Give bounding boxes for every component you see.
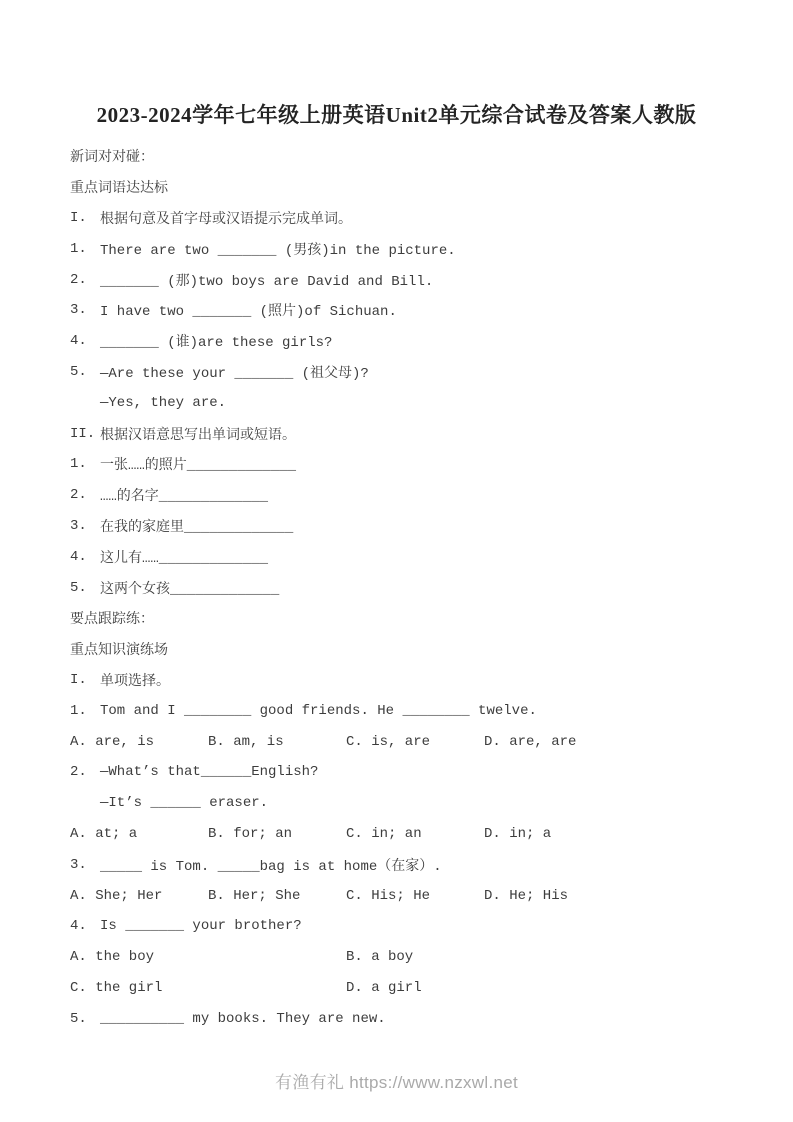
choice-option: D. He; His <box>484 887 569 904</box>
document-line <box>70 572 723 603</box>
item-number: 3. <box>70 856 87 873</box>
document-line <box>70 172 723 203</box>
line-text: —It’s ______ eraser. <box>100 795 269 812</box>
line-text: There are two _______ (男孩)in the picture. <box>100 242 456 259</box>
document-body <box>70 141 723 1034</box>
item-number: 2. <box>70 764 87 781</box>
choice-option: B. am, is <box>208 733 284 750</box>
item-number: 4. <box>70 918 87 935</box>
item-number: 2. <box>70 271 87 288</box>
line-text: —What’s that______English? <box>100 764 319 781</box>
line-text: 要点跟踪练： <box>70 612 154 629</box>
choice-option: D. a girl <box>346 979 422 996</box>
choice-option: A. at; a <box>70 825 138 842</box>
document-title: 2023-2024学年七年级上册英语Unit2单元综合试卷及答案人教版 <box>96 103 697 127</box>
line-text: 单项选择。 <box>100 673 170 690</box>
choice-option: C. in; an <box>346 825 422 842</box>
choice-option: A. the boy <box>70 949 155 966</box>
choice-option: B. for; an <box>208 825 293 842</box>
document-line <box>70 480 723 511</box>
choice-option: D. are, are <box>484 733 577 750</box>
line-text: 新词对对碰： <box>70 150 154 167</box>
line-text: 重点知识演练场 <box>70 643 168 660</box>
watermark-footer: 有渔有礼 https://www.nzxwl.net <box>274 1073 519 1092</box>
document-line <box>70 541 723 572</box>
choice-option: B. a boy <box>346 949 414 966</box>
document-line <box>70 757 723 788</box>
document-line <box>70 603 723 634</box>
item-number: 5. <box>70 579 87 596</box>
item-number: 1. <box>70 456 87 473</box>
item-number: 4. <box>70 333 87 350</box>
document-line <box>70 788 723 819</box>
choice-option: C. is, are <box>346 733 431 750</box>
line-text: 一张……的照片_____________ <box>100 458 297 475</box>
document-line <box>70 911 723 942</box>
line-text: I have two _______ (照片)of Sichuan. <box>100 304 397 321</box>
choice-option: A. She; Her <box>70 887 163 904</box>
document-line <box>70 665 723 696</box>
document-line <box>70 326 723 357</box>
document-line <box>70 387 723 418</box>
document-line <box>70 295 723 326</box>
item-number: 1. <box>70 702 87 719</box>
document-line <box>70 849 723 880</box>
item-number: 5. <box>70 1010 87 1027</box>
line-text: 在我的家庭里_____________ <box>100 519 294 536</box>
line-text: _______ (那)two boys are David and Bill. <box>100 273 434 290</box>
choice-option: D. in; a <box>484 825 552 842</box>
item-number: 1. <box>70 240 87 257</box>
choice-row <box>70 726 723 757</box>
item-number: II. <box>70 425 96 442</box>
line-text: _____ is Tom. _____bag is at home（在家）. <box>100 858 442 875</box>
line-text: 根据汉语意思写出单词或短语。 <box>100 427 296 444</box>
line-text: Is _______ your brother? <box>100 918 302 935</box>
document-line <box>70 264 723 295</box>
line-text: —Yes, they are. <box>100 394 227 411</box>
document-line <box>70 634 723 665</box>
item-number: 3. <box>70 302 87 319</box>
document-line <box>70 1003 723 1034</box>
item-number: I. <box>70 209 87 226</box>
document-line <box>70 695 723 726</box>
document-line <box>70 357 723 388</box>
line-text: 这两个女孩_____________ <box>100 581 280 598</box>
item-number: I. <box>70 671 87 688</box>
line-text: —Are these your _______ (祖父母)? <box>100 365 369 382</box>
item-number: 4. <box>70 548 87 565</box>
document-line <box>70 449 723 480</box>
item-number: 3. <box>70 517 87 534</box>
choice-option: A. are, is <box>70 733 155 750</box>
choice-option: C. the girl <box>70 979 163 996</box>
line-text: Tom and I ________ good friends. He ________ twelve. <box>100 702 537 719</box>
line-text: 重点词语达达标 <box>70 181 168 198</box>
choice-option: B. Her; She <box>208 887 301 904</box>
choice-option: C. His; He <box>346 887 431 904</box>
document-line <box>70 203 723 234</box>
item-number: 2. <box>70 487 87 504</box>
choice-row <box>70 819 723 850</box>
document-line <box>70 233 723 264</box>
line-text: __________ my books. They are new. <box>100 1010 386 1027</box>
line-text: 这儿有……_____________ <box>100 550 269 567</box>
choice-row <box>70 942 723 973</box>
line-text: 根据句意及首字母或汉语提示完成单词。 <box>100 211 352 228</box>
line-text: ……的名字_____________ <box>100 489 269 506</box>
choice-row <box>70 973 723 1004</box>
item-number: 5. <box>70 363 87 380</box>
document-line <box>70 511 723 542</box>
line-text: _______ (谁)are these girls? <box>100 335 333 352</box>
document-line <box>70 141 723 172</box>
document-line <box>70 418 723 449</box>
choice-row <box>70 880 723 911</box>
